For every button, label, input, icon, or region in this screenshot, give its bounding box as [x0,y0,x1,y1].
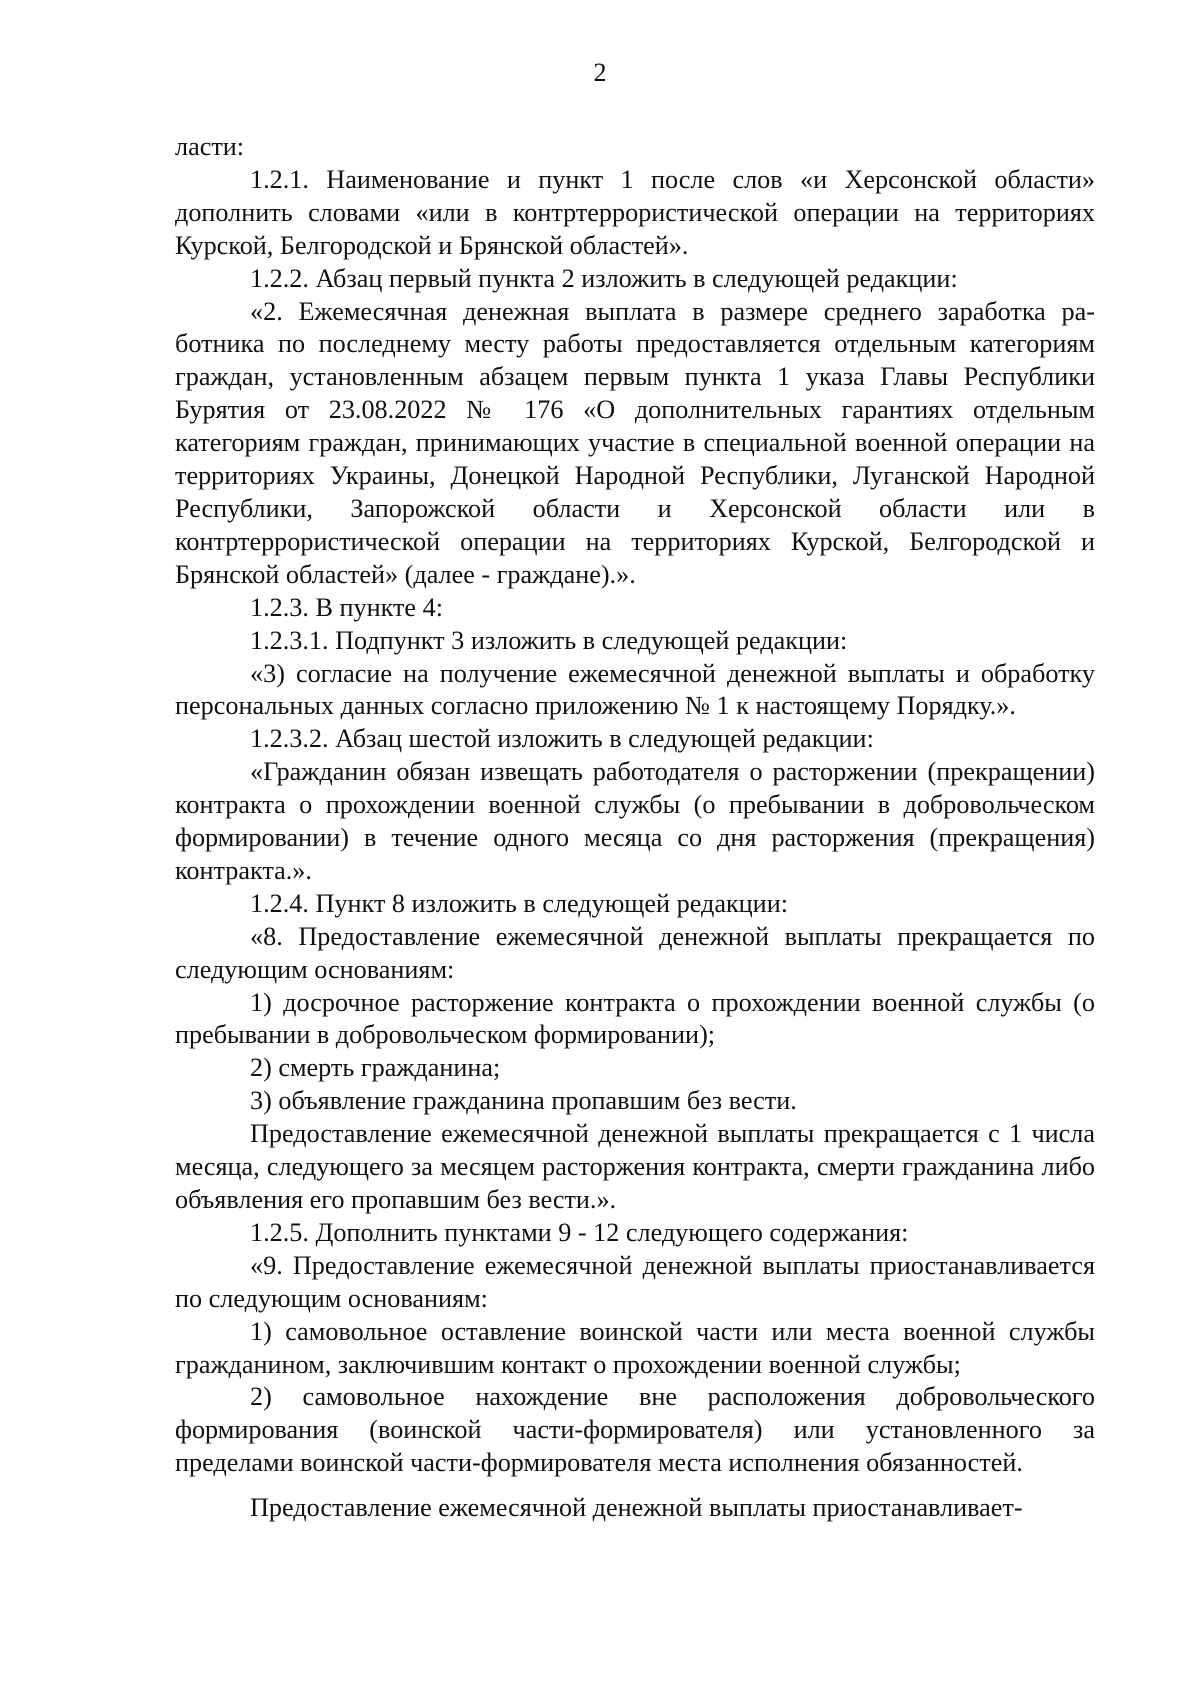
page-number: 2 [593,58,607,87]
paragraph: 1.2.3.1. Подпункт 3 изложить в следующей редакции: [250,625,848,655]
paragraph: 2) самовольное нахождение вне расположения добровольческого формирования (воинской части-формирователя) или установленного за пределами воинской части-формирователя места исполнения обязанностей. [175,1382,1095,1478]
paragraph: 1.2.4. Пункт 8 изложить в следующей редакции: [250,888,788,918]
paragraph: 1.2.2. Абзац первый пункта 2 изложить в следующей редакции: [250,263,958,293]
paragraph: 3) объявление гражданина пропавшим без вести. [250,1086,797,1116]
paragraph: ласти: [175,132,245,161]
paragraph: 1.2.3.2. Абзац шестой изложить в следующей редакции: [250,724,874,754]
paragraph: 2) смерть гражданина; [250,1053,501,1083]
paragraph: 1.2.3. В пункте 4: [250,592,443,622]
paragraph: Предоставление ежемесячной денежной выплаты приостанавливает- [250,1493,1023,1523]
paragraph: 1) самовольное оставление воинской части или места военной службы гражданином, заключившим контакт о прохождении военной службы; [175,1316,1095,1379]
paragraph: «3) согласие на получение ежемесячной денежной выплаты и обработку персональных данных согласно приложению № 1 к настоящему Порядку.». [175,658,1095,721]
document-body [175,131,1095,1525]
paragraph: «Гражданин обязан извещать работодателя о расторжении (прекращении) контракта о прохождении военной службы (о пребывании в добровольческом формировании) в течение одного месяца со дня расторжения (прекращения) контракта.». [175,757,1095,885]
paragraph: 1) досрочное расторжение контракта о прохождении военной службы (о пребывании в добровольческом формировании); [175,987,1095,1050]
paragraph: 1.2.1. Наименование и пункт 1 после слов «и Херсонской области» дополнить словами «или в контртеррористической операции на территориях Курской, Белгородской и Брянской областей». [175,164,1095,260]
paragraph: 1.2.5. Дополнить пунктами 9 - 12 следующего содержания: [250,1217,909,1247]
paragraph: «9. Предоставление ежемесячной денежной выплаты приостанавливается по следующим основаниям: [175,1250,1095,1313]
paragraph: «8. Предоставление ежемесячной денежной выплаты прекращается по следующим основаниям: [175,921,1095,984]
paragraph: «2. Ежемесячная денежная выплата в размере среднего заработка работника по последнему месту работы предоставляется отдельным категориям граждан, установленным абзацем первым пункта 1 указа Главы Республики Бурятия от 23.08.2022 № 176 «О дополнительных гарантиях отдельным категориям граждан, принимающих участие в специальной военной операции на территориях Украины, Донецкой Народной Республики, Луганской Народной Республики, Запорожской области и Херсонской области или в контртеррористической операции на территориях Курской, Белгородской и Брянской областей» (далее - граждане).». [175,296,1095,589]
paragraph: Предоставление ежемесячной денежной выплаты прекращается с 1 числа месяца, следующего за месяцем расторжения контракта, смерти гражданина либо объявления его пропавшим без вести.». [175,1119,1095,1214]
